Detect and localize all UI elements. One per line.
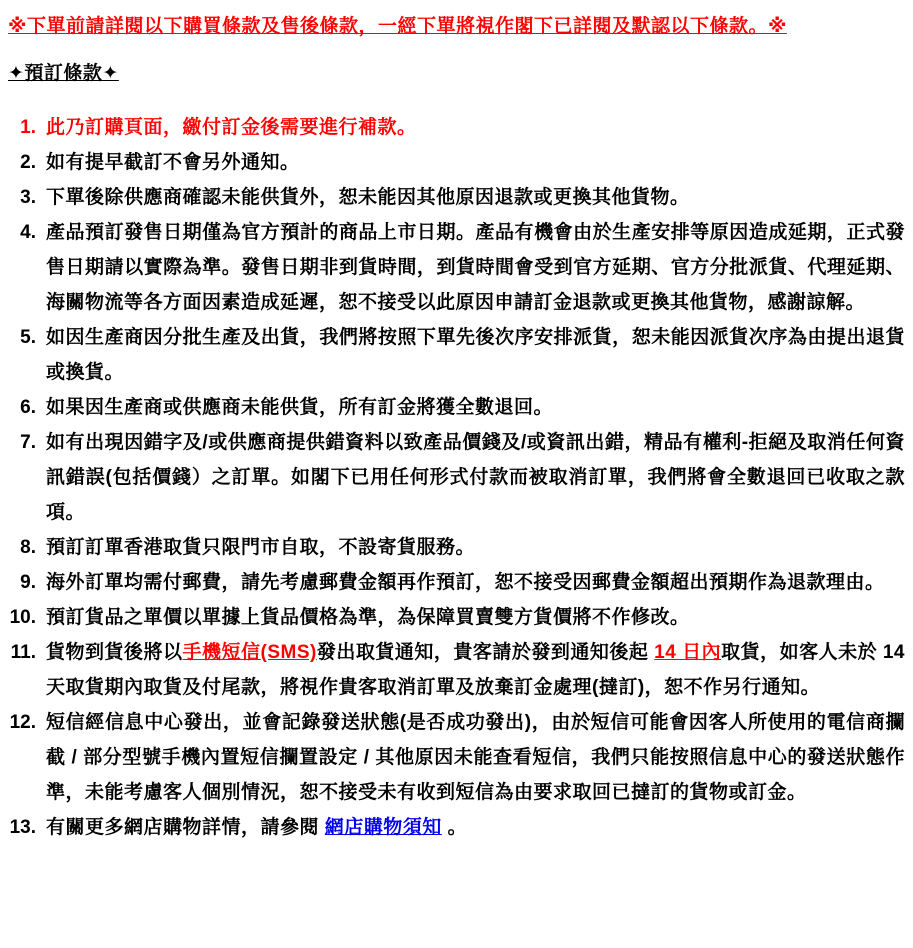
term-text-segment: 如有提早截訂不會另外通知。 bbox=[46, 152, 300, 173]
term-text bbox=[46, 145, 905, 180]
term-item-1 bbox=[8, 110, 905, 145]
term-number: 2. bbox=[20, 152, 36, 173]
term-number: 9. bbox=[20, 572, 36, 593]
term-item-3 bbox=[8, 180, 905, 215]
term-number: 13. bbox=[9, 817, 36, 838]
term-text bbox=[46, 600, 905, 635]
term-highlight-segment: 此乃訂購頁面，繳付訂金後需要進行補款。 bbox=[46, 117, 417, 138]
term-item-7 bbox=[8, 425, 905, 530]
term-text bbox=[46, 565, 905, 600]
term-text bbox=[46, 530, 905, 565]
term-number: 4. bbox=[20, 222, 36, 243]
term-item-13 bbox=[8, 810, 905, 845]
term-number: 11. bbox=[10, 642, 36, 663]
term-text-segment: 。 bbox=[441, 817, 468, 838]
term-text-segment: 如有出現因錯字及/或供應商提供錯資料以致產品價錢及/或資訊出錯，精品有權利-拒絕及取消任何資訊錯誤(包括價錢）之訂單。如閣下已用任何形式付款而被取消訂單，我們將會全數退回已收取之款項。 bbox=[46, 432, 905, 523]
term-text-segment: 海外訂單均需付郵費，請先考慮郵費金額再作預訂，恕不接受因郵費金額超出預期作為退款理由。 bbox=[46, 572, 885, 593]
term-number: 7. bbox=[20, 432, 36, 453]
term-text-segment: 下單後除供應商確認未能供貨外，恕未能因其他原因退款或更換其他貨物。 bbox=[46, 187, 690, 208]
term-item-2 bbox=[8, 145, 905, 180]
term-text-segment: 如因生產商因分批生產及出貨，我們將按照下單先後次序安排派貨，恕未能因派貨次序為由提出退貨或換貨。 bbox=[46, 327, 905, 383]
term-text bbox=[46, 810, 905, 845]
term-number: 6. bbox=[20, 397, 36, 418]
term-text-segment: 取貨，如客人未於 14 天取貨期內取貨及付尾款，將視作貴客取消訂單及放棄訂金處理(撻訂)，恕不作另行通知。 bbox=[46, 642, 905, 698]
term-highlight-segment: 14 日內 bbox=[654, 642, 722, 663]
term-highlight-segment: 手機短信(SMS) bbox=[182, 642, 317, 663]
term-number: 10. bbox=[9, 607, 36, 628]
term-text-segment: 產品預訂發售日期僅為官方預計的商品上市日期。產品有機會由於生產安排等原因造成延期，正式發售日期請以實際為準。發售日期非到貨時間，到貨時間會受到官方延期、官方分批派貨、代理延期、海關物流等各方面因素造成延遲，恕不接受以此原因申請訂金退款或更換其他貨物，感謝諒解。 bbox=[46, 222, 905, 313]
term-item-9 bbox=[8, 565, 905, 600]
term-item-12 bbox=[8, 705, 905, 810]
term-number: 8. bbox=[20, 537, 36, 558]
term-item-10 bbox=[8, 600, 905, 635]
term-text bbox=[46, 390, 905, 425]
term-item-4 bbox=[8, 215, 905, 320]
term-item-6 bbox=[8, 390, 905, 425]
term-text bbox=[46, 635, 905, 705]
preorder-terms-heading: ✦預訂條款✦ bbox=[8, 63, 119, 84]
terms-list bbox=[8, 110, 905, 845]
term-text bbox=[46, 320, 905, 390]
term-text-segment: 有關更多網店購物詳情，請參閱 bbox=[46, 817, 325, 838]
term-text bbox=[46, 180, 905, 215]
term-text-segment: 貨物到貨後將以 bbox=[46, 642, 183, 663]
term-item-5 bbox=[8, 320, 905, 390]
shop-guide-link[interactable]: 網店購物須知 bbox=[324, 817, 442, 838]
term-text-segment: 發出取貨通知，貴客請於發到通知後起 bbox=[316, 642, 655, 663]
term-text bbox=[46, 705, 905, 810]
term-number: 1. bbox=[20, 117, 36, 138]
term-text-segment: 預訂貨品之單價以單據上貨品價格為準，為保障買賣雙方貨價將不作修改。 bbox=[46, 607, 690, 628]
term-item-11 bbox=[8, 635, 905, 705]
term-text-segment: 如果因生產商或供應商未能供貨，所有訂金將獲全數退回。 bbox=[46, 397, 554, 418]
term-text bbox=[46, 110, 905, 145]
term-text bbox=[46, 215, 905, 320]
term-text-segment: 預訂訂單香港取貨只限門市自取，不設寄貨服務。 bbox=[46, 537, 476, 558]
term-text-segment: 短信經信息中心發出，並會記錄發送狀態(是否成功發出)，由於短信可能會因客人所使用的電信商攔截 / 部分型號手機內置短信攔置設定 / 其他原因未能查看短信，我們只能按照信息中心的發送狀態作準，未能考慮客人個別情況，恕不接受未有收到短信為由要求取回已撻訂的貨物或訂金。 bbox=[46, 712, 905, 803]
term-number: 12. bbox=[9, 712, 36, 733]
term-item-8 bbox=[8, 530, 905, 565]
term-number: 3. bbox=[20, 187, 36, 208]
term-number: 5. bbox=[20, 327, 36, 348]
purchase-notice-banner: ※下單前請詳閱以下購買條款及售後條款，一經下單將視作閣下已詳閱及默認以下條款。※ bbox=[8, 16, 787, 37]
term-text bbox=[46, 425, 905, 530]
